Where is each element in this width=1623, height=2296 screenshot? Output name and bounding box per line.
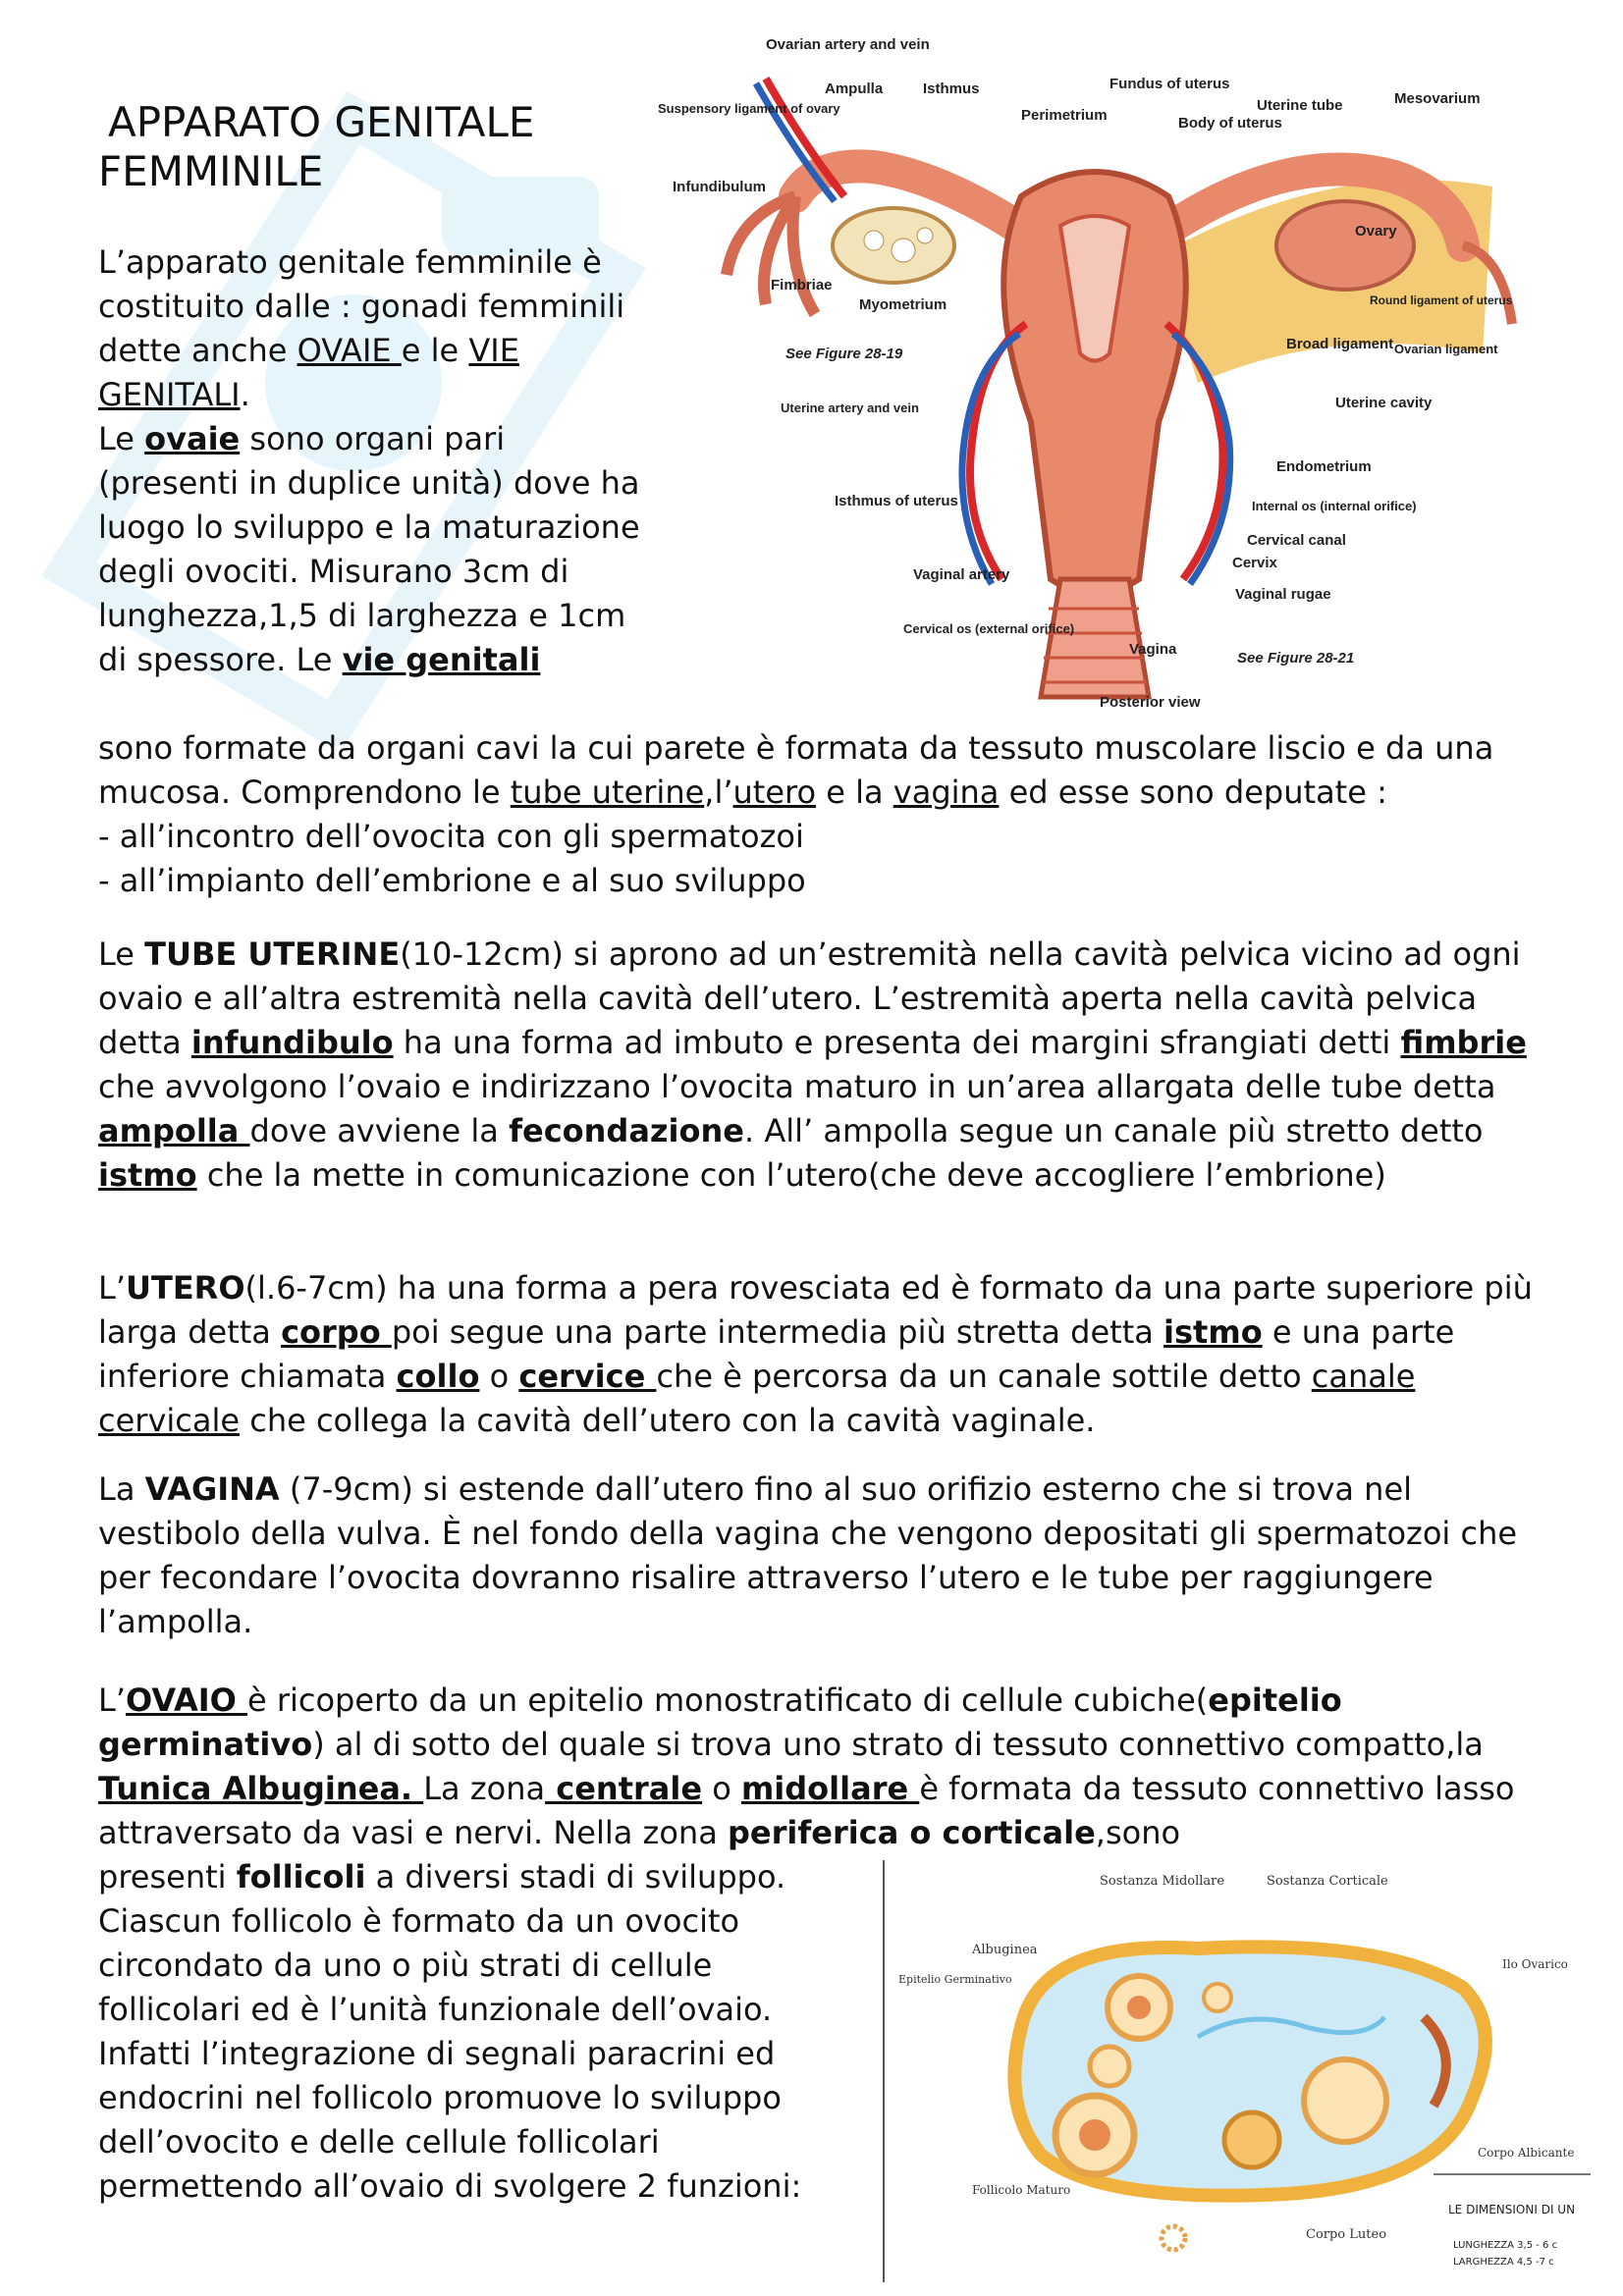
corpus-luteum <box>1224 2112 1279 2167</box>
term-istmo-utero: istmo <box>1163 1313 1263 1351</box>
label-ovary: Ovary <box>1355 223 1397 240</box>
label-dim-title: LE DIMENSIONI DI UN <box>1448 2203 1576 2216</box>
label-dim-length: LUNGHEZZA 3,5 - 6 c <box>1453 2240 1558 2251</box>
term-cervice: cervice <box>518 1358 657 1395</box>
label-sostanza-corticale: Sostanza Corticale <box>1267 1874 1388 1889</box>
term-ovaie: OVAIE <box>297 332 402 369</box>
para-text: che la mette in comunicazione con l’utero(che deve accogliere l’embrione) <box>196 1156 1386 1194</box>
para-text: ,sono <box>1095 1814 1181 1851</box>
para-text: poi segue una parte intermedia più stretta detta <box>391 1313 1164 1351</box>
term-collo: collo <box>396 1358 480 1395</box>
ruptured-follicle <box>1162 2226 1185 2250</box>
para-text: ha una forma ad imbuto e presenta dei margini sfrangiati detti <box>393 1024 1401 1061</box>
label-corpo-albicante: Corpo Albicante <box>1478 2146 1575 2160</box>
term-vagina: vagina <box>893 774 1000 811</box>
label-epitelio-germinativo: Epitelio Germinativo <box>898 1973 1012 1986</box>
paragraph-utero <box>98 1266 1542 1443</box>
para-text: presenti <box>98 1858 237 1896</box>
para-text: a diversi stadi di sviluppo. Ciascun follicolo è formato da un ovocito circondato da uno o più strati di cellule follicolari ed è l’unità funzionale dell’ovaio. Infatti l’integrazione di segnali paracrini ed endocrini nel follicolo promuove lo sviluppo dell’ovocito e delle cellule follicolari permettendo all’ovaio di svolgere 2 funzioni: <box>98 1858 802 2205</box>
para-text: . All’ ampolla segue un canale più stretto detto <box>743 1112 1484 1149</box>
ovary-section-figure <box>874 1860 1591 2282</box>
term-fecondazione: fecondazione <box>509 1112 744 1149</box>
term-utero: utero <box>732 774 817 811</box>
term-tunica-albuginea: Tunica Albuginea. <box>98 1770 424 1807</box>
term-ampolla: ampolla <box>98 1112 250 1149</box>
para-text: La <box>98 1470 145 1508</box>
label-posterior-view: Posterior view <box>1100 694 1201 711</box>
para-text: o <box>702 1770 741 1807</box>
term-istmo: istmo <box>98 1156 197 1194</box>
label-uterine-cavity: Uterine cavity <box>1335 395 1433 411</box>
term-midollare: midollare <box>740 1770 920 1807</box>
term-tube: tube uterine <box>510 774 705 811</box>
large-follicle <box>1304 2059 1386 2142</box>
heading-ovaio: OVAIO <box>126 1682 247 1719</box>
para-text: e una parte inferiore chiamata <box>98 1313 1455 1395</box>
para-text: L’ <box>98 1269 126 1307</box>
fimbriae-shape <box>727 196 815 314</box>
title-line-2: FEMMINILE <box>98 147 324 195</box>
label-ilo-ovarico: Ilo Ovarico <box>1502 1957 1568 1971</box>
vagina-shape <box>1041 579 1149 697</box>
intro-continued <box>98 726 1542 903</box>
label-broad-ligament: Broad ligament <box>1286 336 1394 352</box>
label-perimetrium: Perimetrium <box>1021 107 1108 124</box>
term-epitelio-germinativo: epitelio germinativo <box>98 1682 1342 1763</box>
bullet-item: - all’incontro dell’ovocita con gli spermatozoi <box>98 818 804 855</box>
label-suspensory: Suspensory ligament of ovary <box>658 101 840 116</box>
para-text: ) al di sotto del quale si trova uno strato di tessuto connettivo compatto,la <box>312 1726 1484 1763</box>
follicle-3 <box>1204 1984 1231 2011</box>
label-corpo-luteo: Corpo Luteo <box>1306 2227 1387 2242</box>
intro-text: ed esse sono deputate : <box>999 774 1387 811</box>
intro-text: . <box>240 376 250 413</box>
label-vaginal-rugae: Vaginal rugae <box>1235 586 1331 603</box>
para-text: che è percorsa da un canale sottile detto <box>656 1358 1312 1395</box>
right-ovary-shape <box>1276 201 1414 290</box>
paragraph-ovaio <box>98 1679 1542 1855</box>
para-text: La zona <box>423 1770 546 1807</box>
label-infundibulum: Infundibulum <box>673 179 766 195</box>
label-vagina: Vagina <box>1129 641 1177 658</box>
para-text: (7-9cm) si estende dall’utero fino al suo orifizio esterno che si trova nel vestibolo della vulva. È nel fondo della vagina che vengono depositati gli spermatozoi che per fecondare l’ovocita dovranno risalire attraverso l’utero e le tube per raggiungere l’ampolla. <box>98 1470 1518 1640</box>
term-follicoli: follicoli <box>236 1858 366 1896</box>
intro-text: L’apparato genitale femminile è costituito dalle : gonadi femminili dette anche <box>98 243 625 369</box>
label-sostanza-midollare: Sostanza Midollare <box>1100 1874 1225 1889</box>
label-ovarian-ligament: Ovarian ligament <box>1394 342 1498 356</box>
title-line-1: APPARATO GENITALE <box>108 98 535 146</box>
label-uterine-tube: Uterine tube <box>1257 97 1343 114</box>
para-text: è ricoperto da un epitelio monostratificato di cellule cubiche( <box>246 1682 1209 1719</box>
term-corpo: corpo <box>281 1313 392 1351</box>
label-ampulla: Ampulla <box>825 80 884 97</box>
para-text: (10-12cm) si aprono ad un’estremità nella cavità pelvica vicino ad ogni ovaio e all’altra estremità nella cavità dell’utero. L’estremità aperta nella cavità pelvica detta <box>98 935 1521 1061</box>
term-infundibulo: infundibulo <box>190 1024 394 1061</box>
para-text: Le <box>98 935 145 973</box>
term-periferica: periferica o corticale <box>727 1814 1096 1851</box>
page-title <box>98 98 534 196</box>
heading-utero: UTERO <box>126 1269 245 1307</box>
label-mesovarium: Mesovarium <box>1394 90 1481 107</box>
label-albuginea: Albuginea <box>972 1943 1038 1957</box>
bullet-item: - all’impianto dell’embrione e al suo sviluppo <box>98 862 806 899</box>
term-centrale: centrale <box>545 1770 703 1807</box>
paragraph-tube-uterine <box>98 933 1542 1198</box>
uterus-anatomy-figure <box>648 29 1532 717</box>
label-uterine-artery: Uterine artery and vein <box>781 400 919 415</box>
heading-vagina: VAGINA <box>144 1470 280 1508</box>
label-see-figure-2: See Figure 28-21 <box>1237 650 1355 667</box>
label-vaginal-artery: Vaginal artery <box>913 566 1010 583</box>
paragraph-ovaio-continued <box>98 1855 844 2209</box>
label-cervical-canal: Cervical canal <box>1247 532 1346 549</box>
label-fundus: Fundus of uterus <box>1109 76 1230 92</box>
label-dim-width: LARGHEZZA 4,5 -7 c <box>1453 2257 1554 2268</box>
para-text: dove avviene la <box>249 1112 510 1149</box>
label-body: Body of uterus <box>1178 115 1282 132</box>
para-text: o <box>479 1358 519 1395</box>
intro-text: sono organi pari (presenti in duplice unità) dove ha luogo lo sviluppo e la maturazione degli ovociti. Misurano 3cm di lunghezza,1,5 di larghezza e 1cm di spessore. Le <box>98 420 640 678</box>
heading-tube-uterine: TUBE UTERINE <box>144 935 401 973</box>
label-isthmus: Isthmus <box>923 80 980 97</box>
para-text: L’ <box>98 1682 126 1719</box>
para-text: è formata da tessuto connettivo lasso attraversato da vasi e nervi. Nella zona <box>98 1770 1515 1851</box>
term-vie-genitali-bold: vie genitali <box>342 641 541 678</box>
term-fimbrie: fimbrie <box>1400 1024 1527 1061</box>
intro-text: sono formate da organi cavi la cui parete è formata da tessuto muscolare liscio e da una mucosa. Comprendono le <box>98 729 1494 811</box>
para-text: che avvolgono l’ovaio e indirizzano l’ovocita maturo in un’area allargata delle tube detta <box>98 1068 1496 1105</box>
label-round-ligament: Round ligament of uterus <box>1370 294 1513 307</box>
label-ovarian-artery: Ovarian artery and vein <box>766 36 930 53</box>
label-endometrium: Endometrium <box>1276 458 1372 475</box>
label-isthmus-uterus: Isthmus of uterus <box>835 493 958 509</box>
intro-text: e le <box>401 332 469 369</box>
label-follicolo-maturo: Follicolo Maturo <box>972 2183 1071 2197</box>
label-cervix: Cervix <box>1232 555 1277 571</box>
follicle-2 <box>1090 2047 1129 2086</box>
term-vie-genitali: VIE GENITALI <box>98 332 519 413</box>
intro-text: ,l’ <box>704 774 733 811</box>
term-canale-cervicale: canale cervicale <box>98 1358 1416 1439</box>
label-see-figure-1: See Figure 28-19 <box>785 346 903 362</box>
intro-column <box>98 240 648 682</box>
intro-text: e la <box>816 774 893 811</box>
label-myometrium: Myometrium <box>859 296 947 313</box>
label-fimbriae: Fimbriae <box>771 277 833 294</box>
intro-text: Le <box>98 420 145 457</box>
paragraph-vagina <box>98 1468 1542 1644</box>
label-cervical-os: Cervical os (external orifice) <box>903 621 1075 636</box>
term-ovaie-bold: ovaie <box>144 420 241 457</box>
para-text: (l.6-7cm) ha una forma a pera rovesciata ed è formato da una parte superiore più larga detta <box>98 1269 1533 1351</box>
para-text: che collega la cavità dell’utero con la cavità vaginale. <box>240 1402 1096 1439</box>
label-internal-os: Internal os (internal orifice) <box>1252 499 1417 513</box>
